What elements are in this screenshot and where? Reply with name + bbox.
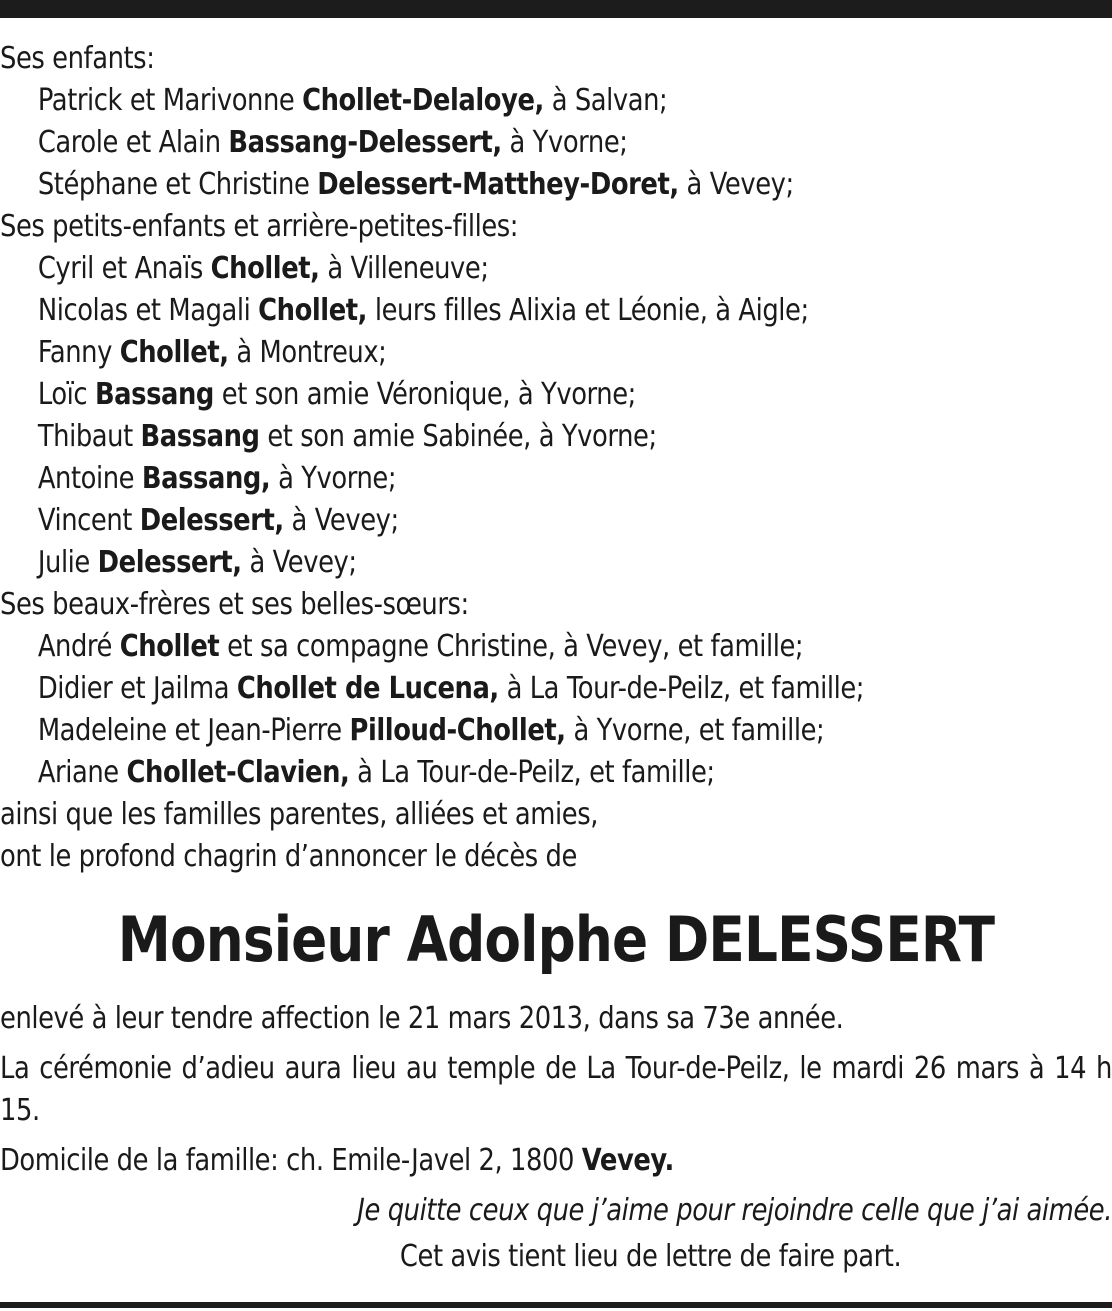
children-heading: Ses enfants:: [0, 41, 155, 76]
in-laws-heading: Ses beaux-frères et ses belles-sœurs:: [0, 587, 469, 622]
list-item: Stéphane et Christine Delessert-Matthey-Doret, à Vevey;: [37, 167, 794, 202]
list-item: Nicolas et Magali Chollet, leurs filles Alixia et Léonie, à Aigle;: [37, 293, 809, 328]
list-item: Vincent Delessert, à Vevey;: [37, 503, 399, 538]
obituary-text-column: [0, 38, 1112, 1278]
top-rule: [0, 0, 1112, 18]
closing-line: ainsi que les familles parentes, alliées et amies,: [0, 797, 598, 832]
list-item: Patrick et Marivonne Chollet-Delaloye, à Salvan;: [37, 83, 668, 118]
grandchildren-heading: Ses petits-enfants et arrière-petites-filles:: [0, 209, 519, 244]
domicile-text: Domicile de la famille: ch. Emile-Javel 2, 1800 Vevey.: [0, 1143, 674, 1178]
list-item: Fanny Chollet, à Montreux;: [37, 335, 387, 370]
list-item: Julie Delessert, à Vevey;: [37, 545, 357, 580]
passing-text: enlevé à leur tendre affection le 21 mars 2013, dans sa 73e année.: [0, 1001, 844, 1036]
closing-line: ont le profond chagrin d’annoncer le décès de: [0, 839, 577, 874]
ceremony-text: La cérémonie d’adieu aura lieu au temple de La Tour-de-Peilz, le mardi 26 mars à 14 h 15.: [0, 1051, 1112, 1128]
quote: Je quitte ceux que j’aime pour rejoindre celle que j’ai aimée.: [357, 1193, 1112, 1228]
list-item: Carole et Alain Bassang-Delessert, à Yvorne;: [37, 125, 628, 160]
list-item: Madeleine et Jean-Pierre Pilloud-Chollet, à Yvorne, et famille;: [37, 713, 825, 748]
list-item: André Chollet et sa compagne Christine, à Vevey, et famille;: [37, 629, 804, 664]
list-item: Didier et Jailma Chollet de Lucena, à La Tour-de-Peilz, et famille;: [37, 671, 865, 706]
notice: Cet avis tient lieu de lettre de faire part.: [399, 1239, 902, 1274]
obituary-body: [0, 38, 1112, 1278]
list-item: Loïc Bassang et son amie Véronique, à Yvorne;: [37, 377, 636, 412]
list-item: Antoine Bassang, à Yvorne;: [37, 461, 397, 496]
list-item: Ariane Chollet-Clavien, à La Tour-de-Peilz, et famille;: [37, 755, 715, 790]
list-item: Cyril et Anaïs Chollet, à Villeneuve;: [37, 251, 489, 286]
deceased-name: Monsieur Adolphe DELESSERT: [117, 903, 995, 976]
bottom-rule: [0, 1302, 1112, 1308]
list-item: Thibaut Bassang et son amie Sabinée, à Yvorne;: [37, 419, 657, 454]
